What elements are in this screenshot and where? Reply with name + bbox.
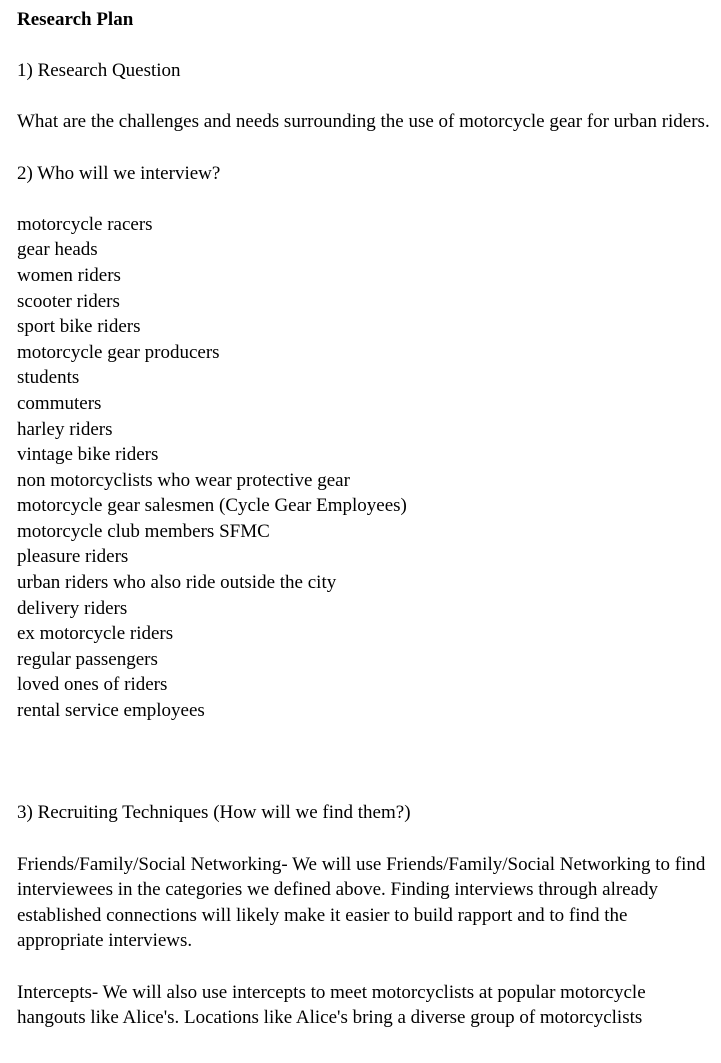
list-item: ex motorcycle riders [17, 623, 174, 645]
list-item: non motorcyclists who wear protective gear [17, 469, 350, 491]
recruiting-paragraph-intercepts: Intercepts- We will also use intercepts to meet motorcyclists at popular motorcycle hangouts like Alice's. Locations like Alice's bring a diverse group of motorcyclists [17, 981, 646, 1029]
section-2-heading: 2) Who will we interview? [17, 162, 221, 184]
section-1-heading: 1) Research Question [17, 60, 181, 82]
list-item: delivery riders [17, 597, 128, 619]
recruiting-paragraph-friends: Friends/Family/Social Networking- We will use Friends/Family/Social Networking to find interviewees in the categories we defined above. Finding interviews through already established connections will likely make it easier to build rapport and to find the appropriate interviews. [17, 853, 706, 952]
list-item: vintage bike riders [17, 444, 159, 466]
research-question-text: What are the challenges and needs surrounding the use of motorcycle gear for urban riders. [17, 111, 710, 133]
list-item: motorcycle club members SFMC [17, 520, 270, 542]
list-item: regular passengers [17, 648, 158, 670]
page-title: Research Plan [17, 9, 134, 30]
document [17, 7, 717, 1031]
section-3-heading: 3) Recruiting Techniques (How will we find them?) [17, 802, 411, 824]
list-item: motorcycle gear producers [17, 341, 220, 363]
list-item: motorcycle racers [17, 213, 153, 235]
list-item: gear heads [17, 239, 98, 261]
list-item: sport bike riders [17, 316, 141, 338]
list-item: motorcycle gear salesmen (Cycle Gear Employees) [17, 495, 407, 517]
list-item: loved ones of riders [17, 674, 168, 696]
interviewee-list [17, 212, 717, 724]
list-item: pleasure riders [17, 546, 129, 568]
list-item: harley riders [17, 418, 113, 440]
list-item: urban riders who also ride outside the city [17, 572, 337, 594]
list-item: commuters [17, 392, 102, 414]
list-item: students [17, 367, 80, 389]
list-item: women riders [17, 264, 121, 286]
list-item: rental service employees [17, 700, 205, 722]
list-item: scooter riders [17, 290, 120, 312]
